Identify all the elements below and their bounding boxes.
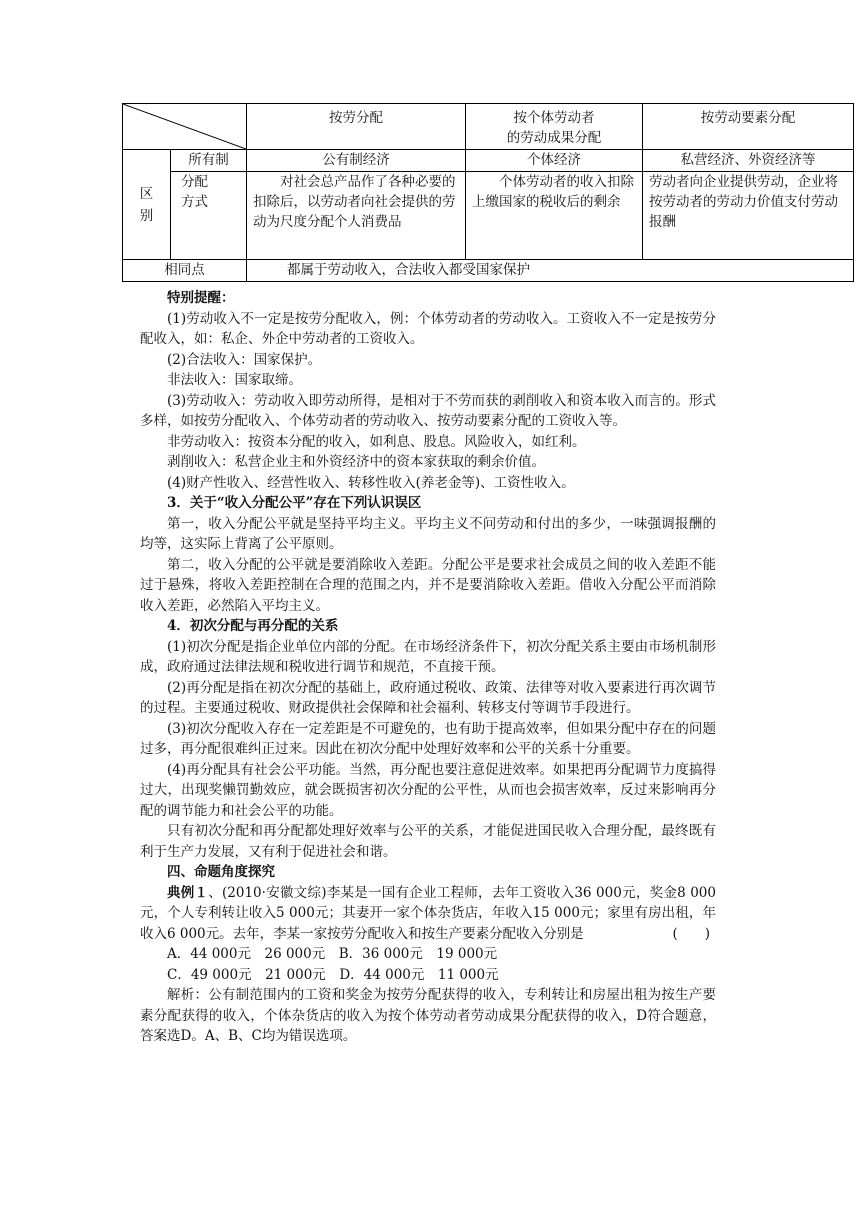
paragraph: (4)财产性收入、经营性收入、转移性收入(养老金等)、工资性收入。 xyxy=(167,474,575,491)
table-row xyxy=(123,150,854,172)
paragraph: 剥削收入：私营企业主和外资经济中的资本家获取的剩余价值。 xyxy=(167,454,545,470)
example-paragraph xyxy=(140,883,716,945)
row-label: 分配 方式 xyxy=(171,172,247,260)
table-cell: 个体劳动者的收入扣除上缴国家的税收后的剩余 xyxy=(466,172,643,260)
table-cell: 私营经济、外资经济等 xyxy=(643,150,854,172)
header-cell: 按劳动要素分配 xyxy=(643,104,854,150)
paragraph: (2)再分配是指在初次分配的基础上，政府通过税收、政策、法律等对收入要素进行再次调节的过程。主要通过税收、财政提供社会保障和社会福利、转移支付等调节手段进行。 xyxy=(140,679,716,716)
diagonal-line xyxy=(123,104,246,149)
option-a: A．44 000元 26 000元 xyxy=(167,946,326,962)
paragraph: 第一，收入分配公平就是坚持平均主义。平均主义不问劳动和付出的多少，一味强调报酬的均等，这实际上背离了公平原则。 xyxy=(140,515,716,552)
special-note-heading: 特别提醒： xyxy=(167,290,235,306)
paragraph: (3)初次分配收入存在一定差距是不可避免的，也有助于提高效率，但如果分配中存在的问题过多，再分配很难纠正过来。因此在初次分配中处理好效率和公平的关系十分重要。 xyxy=(140,720,716,757)
paragraph: 只有初次分配和再分配都处理好效率与公平的关系，才能促进国民收入合理分配，最终既有利于生产力发展，又有利于促进社会和谐。 xyxy=(140,823,716,860)
row-label: 所有制 xyxy=(171,150,247,172)
paragraph: (1)劳动收入不一定是按劳分配收入，例：个体劳动者的劳动收入。工资收入不一定是按劳分配收入，如：私企、外企中劳动者的工资收入。 xyxy=(140,310,716,347)
options-row xyxy=(140,944,716,965)
common-value: 都属于劳动收入，合法收入都受国家保护 xyxy=(247,260,854,282)
example-label: 典例１ xyxy=(167,884,209,901)
header-cell: 按劳分配 xyxy=(247,104,466,150)
paragraph: 第二，收入分配的公平就是要消除收入差距。分配公平是要求社会成员之间的收入差距不能过于悬殊，将收入差距控制在合理的范围之内，并不是要消除收入差距。借收入分配公平而消除收入差距，必然陷入平均主义。 xyxy=(140,556,716,614)
example-question: 、(2010·安徽文综)李某是一国有企业工程师，去年工资收入36 000元，奖金8 000元，个人专利转让收入5 000元；其妻开一家个体杂货店，年收入15 000元；家里有房出租，年收入6 000元。去年，李某一家按劳分配收入和按生产要素分配收入分别是 xyxy=(140,884,716,942)
paragraph: (2)合法收入：国家保护。 xyxy=(167,351,322,368)
group-label: 区 别 xyxy=(123,150,171,260)
header-cell: 按个体劳动者 的劳动成果分配 xyxy=(466,104,643,150)
paragraph: 非劳动收入：按资本分配的收入，如利息、股息。风险收入，如红利。 xyxy=(167,433,586,450)
table-cell: 个体经济 xyxy=(466,150,643,172)
paragraph: 非法收入：国家取缔。 xyxy=(167,372,302,388)
analysis-paragraph: 解析：公有制范围内的工资和奖金为按劳分配获得的收入，专利转让和房屋出租为按生产要素分配获得的收入，个体杂货店的收入为按个体劳动者劳动成果分配获得的收入，D符合题意，答案选D。A、B、C均为错误选项。 xyxy=(140,987,716,1044)
answer-paren: ( ) xyxy=(672,925,710,942)
distribution-comparison-table xyxy=(122,103,854,282)
body-text xyxy=(140,288,716,1047)
section-heading: 4．初次分配与再分配的关系 xyxy=(167,618,339,634)
option-d: D．44 000元 11 000元 xyxy=(339,966,499,983)
table-row xyxy=(123,172,854,260)
option-c: C．49 000元 21 000元 xyxy=(167,966,326,983)
paragraph: (1)初次分配是指企业单位内部的分配。在市场经济条件下，初次分配关系主要由市场机制形成，政府通过法律法规和税收进行调节和规范，不直接干预。 xyxy=(140,638,716,675)
diagonal-header-cell xyxy=(123,104,247,150)
section-heading: 3．关于“收入分配公平”存在下列认识误区 xyxy=(167,495,422,511)
table-row xyxy=(123,260,854,282)
table-cell: 公有制经济 xyxy=(247,150,466,172)
section-heading: 四、命题角度探究 xyxy=(167,864,275,880)
common-label: 相同点 xyxy=(123,260,247,282)
table-header-row xyxy=(123,104,854,150)
option-b: B．36 000元 19 000元 xyxy=(338,946,498,962)
options-row xyxy=(140,965,716,986)
table-cell: 劳动者向企业提供劳动，企业将按劳动者的劳动力价值支付劳动报酬 xyxy=(643,172,854,260)
table-cell: 对社会总产品作了各种必要的扣除后，以劳动者向社会提供的劳动为尺度分配个人消费品 xyxy=(247,172,466,260)
paragraph: (4)再分配具有社会公平功能。当然，再分配也要注意促进效率。如果把再分配调节力度搞得过大，出现奖懒罚勤效应，就会既损害初次分配的公平性，从而也会损害效率，反过来影响再分配的调节能力和社会公平的功能。 xyxy=(140,761,716,819)
paragraph: (3)劳动收入：劳动收入即劳动所得，是相对于不劳而获的剥削收入和资本收入而言的。形式多样，如按劳分配收入、个体劳动者的劳动收入、按劳动要素分配的工资收入等。 xyxy=(140,392,716,429)
